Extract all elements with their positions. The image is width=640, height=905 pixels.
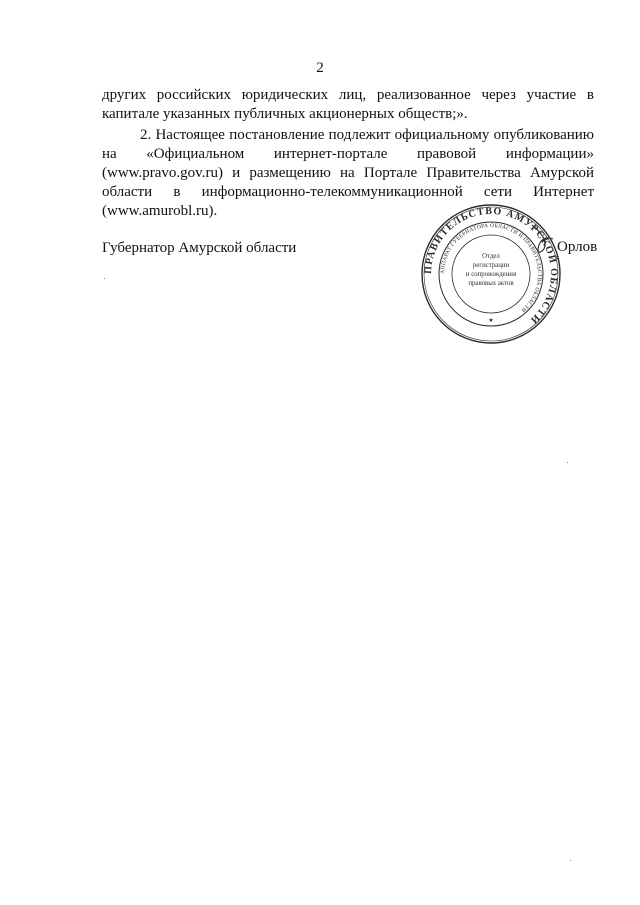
- paragraph-publication: 2. Настоящее постановление подлежит официальному опубликованию на «Официальном интернет-портале правовой информации» (www.pravo.gov.ru) и размещению на Портале Правительства Амурской области в информационно-телекоммуникационной сети Интернет (www.amurobl.ru).: [102, 127, 594, 219]
- seal-outer-text: ПРАВИТЕЛЬСТВО АМУРСКОЙ ОБЛАСТИ: [422, 205, 560, 327]
- paragraph-continuation: других российских юридических лиц, реализованное через участие в капитале указанных публичных акционерных обществ;».: [102, 87, 594, 122]
- page-number: 2: [316, 60, 324, 76]
- seal-center-line: правовых актов: [468, 280, 514, 287]
- seal-center-line: и сопровождения: [465, 271, 517, 278]
- official-seal-icon: [420, 203, 562, 345]
- seal-center-line: Отдел: [482, 253, 500, 260]
- signatory-name: Орлов: [557, 239, 598, 255]
- seal-center-line: регистрации: [472, 262, 510, 269]
- signatory-title: Губернатор Амурской области: [102, 240, 297, 256]
- document-body: [102, 86, 594, 221]
- seal-star-icon: ★: [488, 318, 494, 324]
- seal-inner-text: АППАРАТ ГУБЕРНАТОРА ОБЛАСТИ И ПРАВИТЕЛЬСТВА ОБЛАСТИ: [439, 222, 543, 314]
